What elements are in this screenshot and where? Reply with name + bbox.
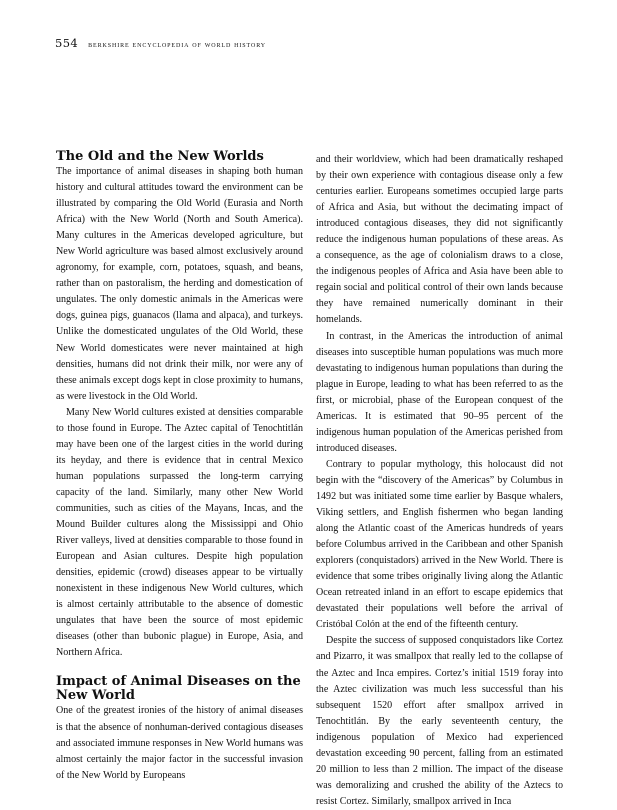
left-column (56, 149, 303, 781)
body-paragraph: Many New World cultures existed at densities comparable to those found in Europe. The Aztec capital of Tenochtitlán may have been one of the largest cities in the world during its heyday, and there is evidence that in central Mexico human populations surpassed the long-term carrying capacity of the land. Similarly, many other New World communities, such as cities of the Mayans, Incas, and the Mound Builder cultures along the Mississippi and Ohio River valleys, lived at densities comparable to those found in European and Asian cultures. Despite high population densities, epidemic (crowd) diseases appear to be virtually nonexistent in these indigenous New World cultures, which is almost certainly attributable to the absence of domestic ungulates that have been the source of most epidemic diseases (other than bubonic plague) in Europe, Asia, and Northern Africa. (56, 406, 303, 659)
section-heading-old-new-worlds: The Old and the New Worlds (56, 149, 264, 164)
body-paragraph: Contrary to popular mythology, this holocaust did not begin with the “discovery of the Americas” by Columbus in 1492 but was initiated some time earlier by Basque whalers, Viking settlers, and English fishermen who began landing along the Atlantic coast of the Americas hundreds of years before Columbus arrived in the Caribbean and other Spanish explorers (conquistadors) arrived in the New World. There is evidence that some tribes originally living along the Atlantic Ocean retreated inland in an effort to escape epidemics that devastated their populations well before the arrival of Cristóbal Colón at the end of the fifteenth century. (316, 458, 563, 631)
body-paragraph: In contrast, in the Americas the introduction of animal diseases into susceptible human populations was much more devastating to indigenous human populations than during the plague in Europe, leading to what has been referred to as the first, or microbial, phase of the European conquest of the Americas. It is estimated that 90–95 percent of the indigenous human population of the Americas perished from introduced diseases. (316, 330, 563, 454)
body-paragraph: Despite the success of supposed conquistadors like Cortez and Pizarro, it was smallpox that really led to the collapse of the Aztec and Inca empires. Cortez’s initial 1519 foray into the Aztec civilization was much less successful than his subsequent 1520 effort after smallpox arrived in Tenochtitlán. By the early seventeenth century, the indigenous population of Mexico had experienced devastation exceeding 90 percent, falling from an estimated 20 million to less than 2 million. The impact of the disease was demoralizing and crushed the ability of the Aztecs to resist Cortez. Similarly, smallpox arrived in Inca (316, 635, 563, 807)
page-number: 554 (55, 36, 79, 50)
running-title: berkshire encyclopedia of world history (88, 40, 267, 49)
running-header (55, 36, 555, 50)
body-paragraph: and their worldview, which had been dramatically reshaped by their own experience with contagious disease only a few centuries earlier. Europeans sometimes occupied large parts of Africa and Asia, but without the decimating impact of introduced contagious diseases, they did not significantly reduce the indigenous human populations of these areas. As a consequence, as the age of colonialism draws to a close, the indigenous peoples of Africa and Asia have been able to regain social and political control of their own lands because they have remained numerically dominant in their homelands. (316, 154, 563, 326)
body-paragraph: One of the greatest ironies of the history of animal diseases is that the absence of nonhuman-derived contagious diseases and associated immune responses in New World humans was almost certainly the major factor in the successful invasion of the New World by Europeans (56, 705, 303, 781)
body-paragraph: The importance of animal diseases in shaping both human history and cultural attitudes toward the environment can be illustrated by comparing the Old World (Eurasia and North Africa) with the New World (North and South America). Many cultures in the Americas developed agriculture, but New World agriculture was based almost exclusively around agronomy, for example, corn, potatoes, squash, and beans, rather than on pastoralism, the herding and domestication of ungulates. The only domestic animals in the Americas were dogs, guinea pigs, guanacos (llama and alpaca), and turkeys. Unlike the domesticated ungulates of the Old World, these New World domesticates were never maintained at high densities, humans did not drink their milk, nor were any of these animals except dogs kept in close proximity to humans, as were livestock in the Old World. (56, 166, 303, 402)
right-column (316, 152, 563, 807)
section-heading-impact-animal-diseases: Impact of Animal Diseases on the New World (56, 674, 301, 704)
